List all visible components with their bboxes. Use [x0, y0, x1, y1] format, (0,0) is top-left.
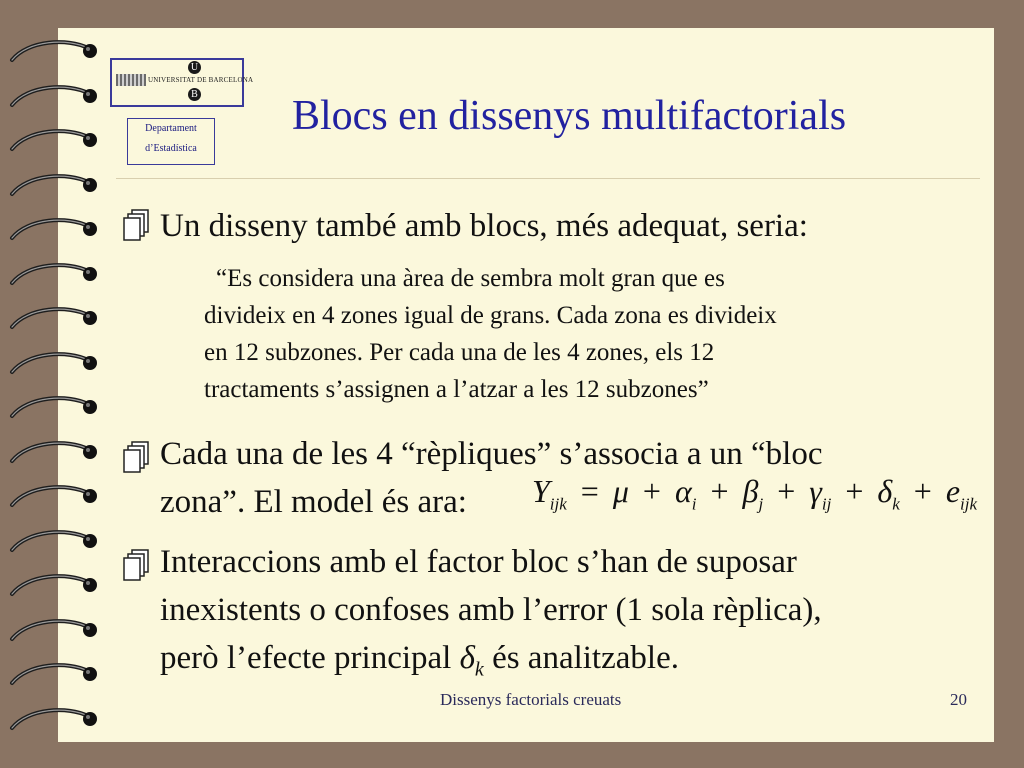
eq-plus: +	[777, 473, 796, 509]
quote-line-4: tractaments s’assignen a l’atzar a les 12 subzones”	[204, 376, 709, 403]
model-equation	[532, 473, 977, 514]
eq-plus: +	[913, 473, 932, 509]
bullet-1-text: Un disseny també amb blocs, més adequat, seria:	[160, 208, 808, 244]
eq-equals: =	[580, 473, 599, 509]
bullet-3-line-3-pre: però l’efecte principal	[160, 640, 452, 676]
eq-alpha-sub: i	[691, 494, 697, 514]
eq-delta: δ	[877, 473, 893, 509]
footer-title: Dissenys factorials creuats	[440, 690, 622, 709]
eq-beta-sub: j	[758, 494, 764, 514]
spiral-ring-icon	[8, 38, 100, 66]
building-icon	[116, 74, 146, 86]
eq-y: Y	[532, 473, 550, 509]
stacked-pages-icon	[118, 438, 154, 474]
spiral-ring-icon	[8, 261, 100, 289]
quote-line-3: en 12 subzones. Per cada una de les 4 zones, els 12	[204, 339, 715, 366]
eq-beta: β	[742, 473, 759, 509]
eq-plus: +	[710, 473, 729, 509]
spiral-ring-icon	[8, 394, 100, 422]
eq-e: e	[945, 473, 961, 509]
spiral-ring-icon	[8, 661, 100, 689]
quote-line-2: divideix en 4 zones igual de grans. Cada zona es divideix	[204, 302, 777, 329]
spiral-ring-icon	[8, 172, 100, 200]
bullet-3-line-2: inexistents o confoses amb l’error (1 sola rèplica),	[160, 592, 822, 628]
delta-sub: k	[474, 658, 484, 681]
spiral-ring-icon	[8, 572, 100, 600]
spiral-ring-icon	[8, 617, 100, 645]
department-label	[127, 118, 215, 165]
bullet-3-line-3	[160, 634, 822, 694]
bullet-3-line-1: Interaccions amb el factor bloc s’han de suposar	[160, 544, 797, 580]
spiral-ring-icon	[8, 305, 100, 333]
eq-plus: +	[642, 473, 661, 509]
quote-line-1: “Es considera una àrea de sembra molt gran que es	[216, 265, 725, 292]
eq-delta-sub: k	[892, 494, 900, 514]
spiral-ring-icon	[8, 706, 100, 734]
page-number: 20	[950, 690, 967, 709]
slide-title: Blocs en dissenys multifactorials	[292, 93, 847, 139]
spiral-ring-icon	[8, 439, 100, 467]
university-logo	[110, 58, 254, 107]
eq-gamma: γ	[809, 473, 822, 509]
department-line2: d’Estadística	[145, 143, 197, 154]
delta-k-inline	[459, 640, 484, 681]
department-line1: Departament	[145, 123, 197, 134]
spiral-ring-icon	[8, 528, 100, 556]
spiral-ring-icon	[8, 483, 100, 511]
spiral-ring-icon	[8, 127, 100, 155]
spiral-ring-icon	[8, 216, 100, 244]
stacked-pages-icon	[118, 546, 154, 582]
eq-e-sub: ijk	[960, 494, 978, 514]
bullet-2-line-2: zona”. El model és ara:	[160, 484, 467, 520]
spiral-ring-icon	[8, 350, 100, 378]
bullet-2-line-1: Cada una de les 4 “rèpliques” s’associa a un “bloc	[160, 436, 823, 472]
eq-alpha: α	[674, 473, 692, 509]
title-divider	[116, 178, 980, 179]
logo-letter-u: U	[188, 61, 201, 74]
logo-letter-b: B	[188, 88, 201, 101]
delta-symbol: δ	[459, 640, 475, 676]
bullet-3-line-3-post: és analitzable.	[492, 640, 679, 676]
eq-gamma-sub: ij	[821, 494, 832, 514]
bullet-3-text	[160, 538, 822, 694]
spiral-ring-icon	[8, 83, 100, 111]
stacked-pages-icon	[118, 206, 154, 242]
eq-plus: +	[845, 473, 864, 509]
quote-block	[204, 260, 994, 408]
university-name: UNIVERSITAT DE BARCELONA	[148, 76, 254, 84]
eq-mu: μ	[612, 473, 629, 509]
eq-y-sub: ijk	[549, 494, 567, 514]
